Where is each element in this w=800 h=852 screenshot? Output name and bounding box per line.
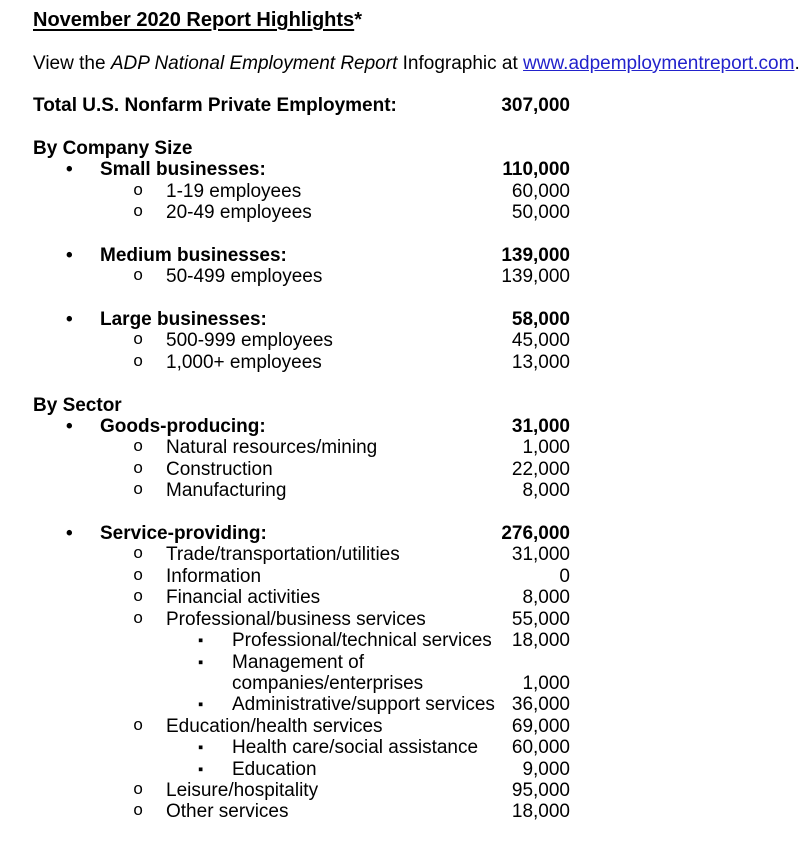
list-item (33, 330, 570, 351)
bullet-icon: o (133, 459, 144, 479)
section-heading: By Sector (33, 394, 122, 416)
list-item (33, 181, 570, 202)
item-value: 276,000 (501, 523, 570, 545)
bullet-icon: o (133, 331, 144, 351)
item-value: 22,000 (511, 458, 570, 480)
section (33, 395, 800, 823)
list-item (33, 544, 570, 565)
list-item (33, 202, 570, 223)
item-label: Administrative/support services (232, 694, 495, 716)
item-value: 8,000 (522, 587, 570, 609)
total-employment-row (33, 95, 570, 116)
item-label: Financial activities (166, 587, 321, 609)
item-value: 55,000 (511, 608, 570, 630)
item-value: 18,000 (511, 801, 570, 823)
list-item (33, 480, 570, 501)
report-name-italic: ADP National Employment Report (110, 53, 398, 74)
item-label: Medium businesses: (100, 244, 287, 266)
bullet-icon: • (66, 244, 73, 266)
bullet-icon: o (133, 588, 144, 608)
list-item (33, 716, 570, 737)
intro-line (33, 53, 800, 74)
item-value: 1,000 (522, 437, 570, 459)
item-label: Goods-producing: (100, 416, 266, 438)
item-value: 139,000 (501, 266, 570, 288)
bullet-icon: ▪ (198, 696, 204, 714)
list-item (33, 566, 570, 587)
item-value: 9,000 (522, 758, 570, 780)
bullet-icon: o (133, 566, 144, 586)
item-value: 8,000 (522, 480, 570, 502)
bullet-icon: o (133, 802, 144, 822)
list-item (33, 587, 570, 608)
item-label: Education/health services (166, 715, 383, 737)
bullet-icon: ▪ (198, 653, 204, 671)
list-item (33, 759, 570, 780)
item-label: Other services (166, 801, 289, 823)
item-label: 1-19 employees (166, 180, 302, 202)
item-label: Small businesses: (100, 159, 266, 181)
list-item (33, 801, 570, 822)
bullet-icon: • (66, 309, 73, 331)
item-value: 31,000 (511, 544, 570, 566)
bullet-icon: o (133, 438, 144, 458)
bullet-icon: ▪ (198, 760, 204, 778)
bullet-icon: o (133, 481, 144, 501)
list-item (33, 630, 570, 651)
bullet-icon: o (133, 716, 144, 736)
item-label: Professional/business services (166, 608, 426, 630)
item-label: Trade/transportation/utilities (166, 544, 400, 566)
bullet-icon: ▪ (198, 632, 204, 650)
list-item (33, 437, 570, 458)
list-item (33, 459, 570, 480)
bullet-icon: o (133, 545, 144, 565)
item-value: 1,000 (522, 672, 570, 694)
item-label: Large businesses: (100, 309, 267, 331)
item-label: 1,000+ employees (166, 351, 322, 373)
total-value: 307,000 (501, 95, 570, 117)
item-label: Leisure/hospitality (166, 779, 319, 801)
section (33, 138, 800, 373)
section-heading: By Company Size (33, 137, 193, 159)
list-item (33, 309, 570, 330)
item-label: Construction (166, 458, 273, 480)
item-value: 45,000 (511, 330, 570, 352)
list-item (33, 780, 570, 801)
item-value: 60,000 (511, 180, 570, 202)
item-label: Manufacturing (166, 480, 287, 502)
page-title (33, 8, 800, 32)
list-item (33, 737, 570, 758)
list-item (33, 523, 570, 544)
item-label: 500-999 employees (166, 330, 333, 352)
total-label: Total U.S. Nonfarm Private Employment: (33, 95, 397, 117)
item-value: 95,000 (511, 779, 570, 801)
item-label: 20-49 employees (166, 202, 312, 224)
list-item (33, 266, 570, 287)
item-value: 36,000 (511, 694, 570, 716)
bullet-icon: o (133, 352, 144, 372)
report-link[interactable]: www.adpemploymentreport.com (523, 53, 795, 74)
page-title-text: November 2020 Report Highlights (33, 9, 355, 31)
bullet-icon: o (133, 181, 144, 201)
item-value: 110,000 (502, 159, 570, 181)
item-label: Information (166, 565, 262, 587)
bullet-icon: o (133, 609, 144, 629)
list-item (33, 609, 570, 630)
item-label: Management of companies/enterprises (232, 651, 424, 694)
item-label: 50-499 employees (166, 266, 323, 288)
bullet-icon: o (133, 203, 144, 223)
bullet-icon: ▪ (198, 739, 204, 757)
list-item (33, 352, 570, 373)
item-label: Service-providing: (100, 523, 267, 545)
bullet-icon: • (66, 416, 73, 438)
bullet-icon: o (133, 267, 144, 287)
item-value: 60,000 (511, 737, 570, 759)
page-title-asterisk: * (354, 9, 362, 31)
item-value: 18,000 (511, 630, 570, 652)
intro-text-middle: Infographic at (397, 53, 524, 74)
report-sections (33, 138, 800, 823)
item-value: 139,000 (501, 244, 570, 266)
list-item (33, 159, 570, 180)
item-label: Natural resources/mining (166, 437, 378, 459)
list-item (33, 652, 570, 695)
list-item (33, 245, 570, 266)
item-value: 50,000 (511, 202, 570, 224)
bullet-icon: • (66, 523, 73, 545)
item-value: 31,000 (511, 416, 570, 438)
intro-text-after: . (794, 53, 800, 74)
bullet-icon: • (66, 159, 73, 181)
item-label: Education (232, 758, 317, 780)
list-item (33, 416, 570, 437)
item-label: Professional/technical services (232, 630, 492, 652)
item-value: 0 (559, 565, 570, 587)
item-label: Health care/social assistance (232, 737, 479, 759)
item-value: 13,000 (511, 351, 570, 373)
bullet-icon: o (133, 780, 144, 800)
item-value: 58,000 (511, 309, 570, 331)
list-item (33, 694, 570, 715)
intro-text-before: View the (33, 53, 111, 74)
item-value: 69,000 (511, 715, 570, 737)
